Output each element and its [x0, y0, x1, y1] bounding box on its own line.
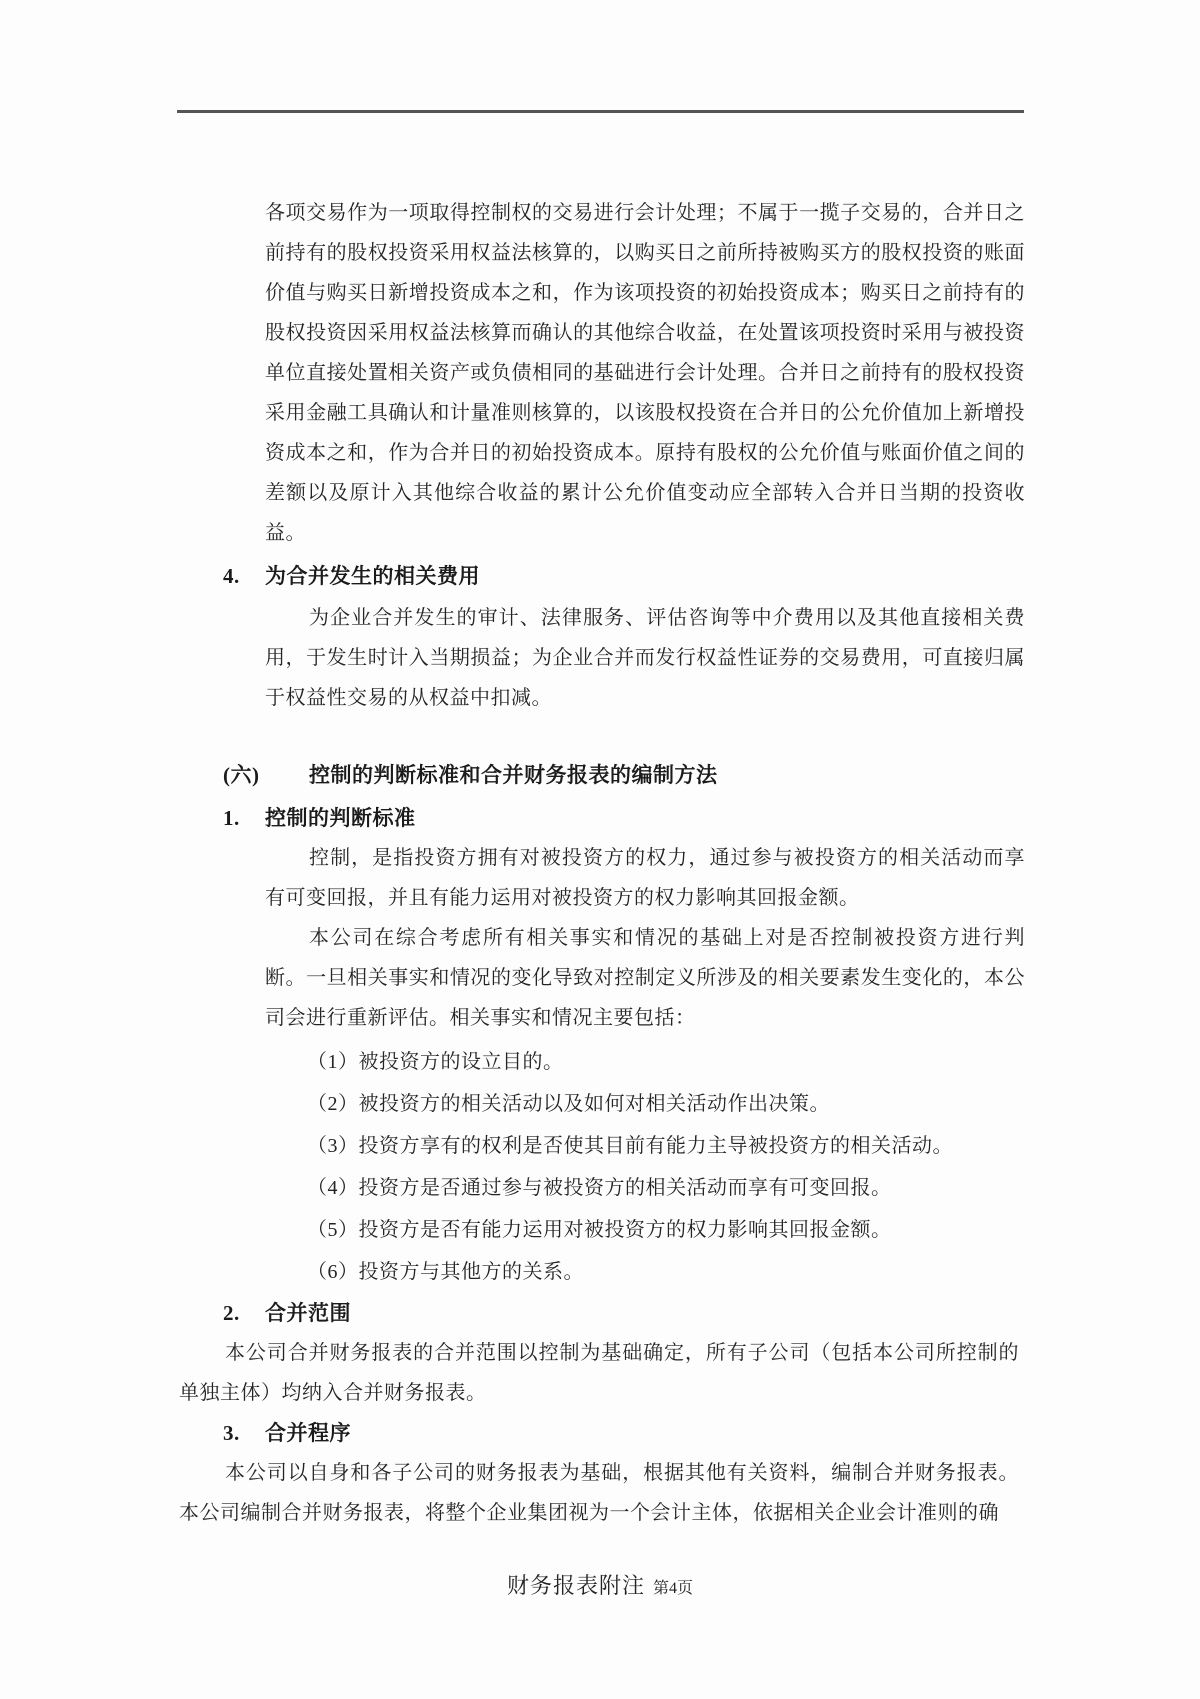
list-item: （4）投资方是否通过参与被投资方的相关活动而享有可变回报。 [307, 1177, 892, 1199]
list-item: （5）投资方是否有能力运用对被投资方的权力影响其回报金额。 [307, 1219, 892, 1241]
section-4-paragraph: 为企业合并发生的审计、法律服务、评估咨询等中介费用以及其他直接相关费用，于发生时计入当期损益；为企业合并而发行权益性证券的交易费用，可直接归属于权益性交易的从权益中扣减。 [265, 607, 1025, 709]
heading-number: 1. [223, 806, 240, 830]
subsection-1-paragraph-2: 本公司在综合考虑所有相关事实和情况的基础上对是否控制被投资方进行判断。一旦相关事实和情况的变化导致对控制定义所涉及的相关要素发生变化的，本公司会进行重新评估。相关事实和情况主要包括： [265, 927, 1025, 1029]
paragraph-continuation: 各项交易作为一项取得控制权的交易进行会计处理；不属于一揽子交易的，合并日之前持有的股权投资采用权益法核算的，以购买日之前所持被购买方的股权投资的账面价值与购买日新增投资成本之和，作为该项投资的初始投资成本；购买日之前持有的股权投资因采用权益法核算而确认的其他综合收益，在处置该项投资时采用与被投资单位直接处置相关资产或负债相同的基础进行会计处理。合并日之前持有的股权投资采用金融工具确认和计量准则核算的，以该股权投资在合并日的公允价值加上新增投资成本之和，作为合并日的初始投资成本。原持有股权的公允价值与账面价值之间的差额以及原计入其他综合收益的累计公允价值变动应全部转入合并日当期的投资收益。 [265, 202, 1025, 544]
list-item: （1）被投资方的设立目的。 [307, 1051, 564, 1073]
footer-page-number: 第4页 [653, 1580, 694, 1597]
heading-title: 控制的判断标准和合并财务报表的编制方法 [309, 763, 718, 787]
section-6-heading [223, 755, 1200, 795]
footer-title: 财务报表附注 [506, 1573, 645, 1598]
subsection-1-heading [223, 798, 1200, 838]
heading-title: 控制的判断标准 [265, 806, 416, 830]
heading-number: 2. [223, 1301, 240, 1325]
criteria-list [307, 1041, 1200, 1293]
page-footer [0, 1566, 1200, 1606]
heading-title: 合并程序 [265, 1421, 351, 1445]
subsection-2-paragraph: 本公司合并财务报表的合并范围以控制为基础确定，所有子公司（包括本公司所控制的单独主体）均纳入合并财务报表。 [179, 1342, 1019, 1404]
heading-number: 3. [223, 1421, 240, 1445]
heading-title: 合并范围 [265, 1301, 351, 1325]
subsection-2-heading [223, 1293, 1200, 1333]
heading-title: 为合并发生的相关费用 [265, 564, 480, 588]
list-item: （6）投资方与其他方的关系。 [307, 1261, 584, 1283]
list-item: （3）投资方享有的权利是否使其目前有能力主导被投资方的相关活动。 [307, 1135, 953, 1157]
section-4-heading [223, 556, 1200, 596]
subsection-1-paragraph-1: 控制，是指投资方拥有对被投资方的权力，通过参与被投资方的相关活动而享有可变回报，并且有能力运用对被投资方的权力影响其回报金额。 [265, 847, 1025, 909]
heading-number: 4. [223, 564, 240, 588]
subsection-3-heading [223, 1413, 1200, 1453]
subsection-3-paragraph: 本公司以自身和各子公司的财务报表为基础，根据其他有关资料，编制合并财务报表。本公司编制合并财务报表，将整个企业集团视为一个会计主体，依据相关企业会计准则的确 [179, 1462, 1019, 1524]
heading-number: (六) [223, 763, 260, 787]
list-item: （2）被投资方的相关活动以及如何对相关活动作出决策。 [307, 1093, 830, 1115]
